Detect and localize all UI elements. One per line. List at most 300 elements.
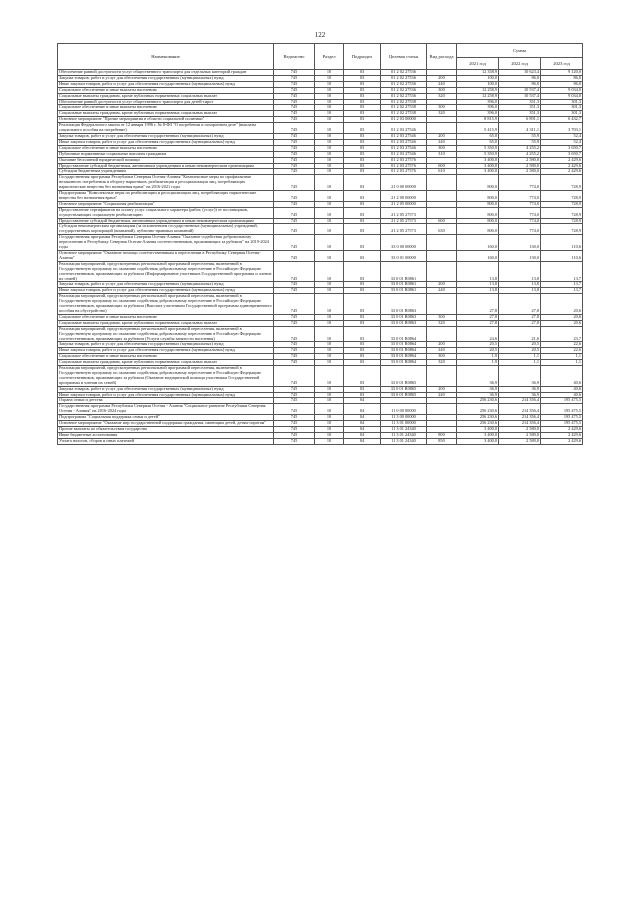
cell-target: 33 0 01 R0864 [381, 348, 427, 354]
cell-section: 10 [315, 133, 344, 139]
cell-subsection: 03 [344, 139, 381, 145]
cell-name: Субсидии бюджетным учреждениям [58, 169, 274, 175]
header-ministry: Ведомство [274, 44, 315, 70]
cell-2021: 800,0 [457, 175, 499, 191]
cell-name: Социальное обеспечение и иные выплаты населению [58, 314, 274, 320]
cell-ministry: 745 [274, 326, 315, 342]
table-row [58, 438, 583, 444]
cell-subsection: 03 [344, 163, 381, 169]
cell-2021: 27,8 [457, 294, 499, 315]
cell-2021: 3 400,0 [457, 432, 499, 438]
cell-2023: 1,1 [541, 360, 583, 366]
cell-2022: 10 623,4 [499, 70, 541, 76]
cell-name: Реализация Федерального закона от 12 января 1996 г. № 8-ФЗ "О погребении и похоронном деле" (выплаты социального пособия на погребение) [58, 123, 274, 134]
cell-subsection: 03 [344, 326, 381, 342]
cell-expense [427, 207, 457, 218]
cell-expense: 300 [427, 354, 457, 360]
cell-2022: 1,1 [499, 360, 541, 366]
cell-section: 10 [315, 326, 344, 342]
cell-section: 10 [315, 404, 344, 415]
cell-target: 01 2 03 27576 [381, 169, 427, 175]
cell-subsection: 03 [344, 348, 381, 354]
cell-target: 21 0 00 00000 [381, 175, 427, 191]
cell-subsection: 03 [344, 288, 381, 294]
cell-section: 10 [315, 320, 344, 326]
cell-section: 10 [315, 354, 344, 360]
cell-2023: 13,7 [541, 288, 583, 294]
cell-2023: 40,6 [541, 392, 583, 398]
cell-subsection: 04 [344, 421, 381, 427]
cell-section: 10 [315, 111, 344, 117]
cell-2021: 396,0 [457, 105, 499, 111]
cell-subsection: 03 [344, 314, 381, 320]
cell-ministry: 745 [274, 207, 315, 218]
cell-subsection: 03 [344, 151, 381, 157]
cell-2021: 12 258,9 [457, 93, 499, 99]
cell-name: Подпрограмма "Социальная поддержка семьи и детей" [58, 415, 274, 421]
cell-target: 01 2 02 27538 [381, 105, 427, 111]
cell-ministry: 745 [274, 282, 315, 288]
cell-target: 11 3 01 24340 [381, 432, 427, 438]
cell-name: Закупка товаров, работ и услуг для обеспечения государственных (муниципальных) нужд [58, 386, 274, 392]
cell-2023: 195 475,5 [541, 404, 583, 415]
cell-ministry: 745 [274, 139, 315, 145]
cell-ministry: 745 [274, 348, 315, 354]
cell-target: 01 2 02 27538 [381, 111, 427, 117]
cell-expense: 320 [427, 360, 457, 366]
cell-2021: 396,0 [457, 99, 499, 105]
cell-2021: 8 815,9 [457, 117, 499, 123]
cell-ministry: 745 [274, 145, 315, 151]
cell-2021: 27,8 [457, 314, 499, 320]
cell-expense: 200 [427, 282, 457, 288]
cell-name: Публичные нормативные социальные выплаты гражданам [58, 151, 274, 157]
cell-section: 10 [315, 224, 344, 235]
cell-2023: 40,6 [541, 366, 583, 387]
cell-2021: 12 358,9 [457, 70, 499, 76]
cell-target: 33 0 01 R0861 [381, 261, 427, 282]
cell-2022: 27,8 [499, 294, 541, 315]
cell-section: 10 [315, 105, 344, 111]
header-sum: Сумма [457, 44, 583, 58]
cell-subsection: 03 [344, 354, 381, 360]
cell-2022: 774,0 [499, 175, 541, 191]
cell-expense: 320 [427, 93, 457, 99]
cell-target: 01 2 02 27536 [381, 93, 427, 99]
cell-expense: 600 [427, 163, 457, 169]
cell-expense: 200 [427, 342, 457, 348]
cell-2022: 774,0 [499, 218, 541, 224]
cell-2022: 2 580,0 [499, 427, 541, 433]
cell-ministry: 745 [274, 201, 315, 207]
cell-2021: 36,9 [457, 386, 499, 392]
cell-name: Иные закупки товаров, работ и услуг для обеспечения государственных (муниципальных) нужд [58, 348, 274, 354]
cell-target: 01 2 03 27546 [381, 145, 427, 151]
cell-subsection: 04 [344, 398, 381, 404]
cell-target: 01 2 02 27536 [381, 70, 427, 76]
cell-name: Закупка товаров, работ и услуг для обеспечения государственных (муниципальных) нужд [58, 282, 274, 288]
cell-name: Закупка товаров, работ и услуг для обеспечения государственных (муниципальных) нужд [58, 75, 274, 81]
table-row [58, 224, 583, 235]
cell-2022: 214 356,4 [499, 398, 541, 404]
cell-ministry: 745 [274, 342, 315, 348]
table-row [58, 123, 583, 134]
cell-target: 01 2 02 27536 [381, 87, 427, 93]
cell-section: 10 [315, 360, 344, 366]
cell-ministry: 745 [274, 314, 315, 320]
table-row [58, 235, 583, 251]
cell-section: 10 [315, 99, 344, 105]
cell-name: Охрана семьи и детства [58, 398, 274, 404]
page-number: 122 [314, 31, 326, 39]
cell-2021: 3 400,0 [457, 169, 499, 175]
cell-subsection: 03 [344, 386, 381, 392]
cell-2021: 160,0 [457, 235, 499, 251]
cell-name: Социальное обеспечение и иные выплаты населению [58, 87, 274, 93]
cell-ministry: 745 [274, 404, 315, 415]
cell-target: 11 3 00 00000 [381, 415, 427, 421]
cell-expense: 320 [427, 111, 457, 117]
cell-2022: 10 537,4 [499, 87, 541, 93]
cell-2021: 3 400,0 [457, 427, 499, 433]
cell-section: 10 [315, 123, 344, 134]
cell-ministry: 745 [274, 123, 315, 134]
cell-2022: 27,8 [499, 314, 541, 320]
cell-2021: 3 400,0 [457, 157, 499, 163]
cell-ministry: 745 [274, 386, 315, 392]
cell-target: 33 0 01 R0863 [381, 320, 427, 326]
cell-2023: 195 475,5 [541, 415, 583, 421]
cell-2023: 110,6 [541, 251, 583, 262]
cell-name: Прочие выплаты по обязательствам государства [58, 427, 274, 433]
cell-expense [427, 123, 457, 134]
cell-name: Иные закупки товаров, работ и услуг для обеспечения государственных (муниципальных) нужд [58, 81, 274, 87]
cell-section: 10 [315, 207, 344, 218]
cell-expense: 610 [427, 169, 457, 175]
cell-section: 10 [315, 218, 344, 224]
cell-target: 21 2 00 00000 [381, 191, 427, 202]
cell-expense [427, 326, 457, 342]
cell-subsection: 03 [344, 99, 381, 105]
cell-2023: 22,6 [541, 348, 583, 354]
cell-2021: 256 230,6 [457, 421, 499, 427]
cell-section: 10 [315, 386, 344, 392]
cell-subsection: 03 [344, 169, 381, 175]
cell-subsection: 04 [344, 415, 381, 421]
cell-expense: 800 [427, 432, 457, 438]
cell-ministry: 745 [274, 93, 315, 99]
cell-name: Основное мероприятие "Прочие мероприятия в области социальной политики" [58, 117, 274, 123]
cell-target: 33 0 01 R0865 [381, 366, 427, 387]
cell-target: 33 0 01 R0864 [381, 342, 427, 348]
cell-2021: 256 230,6 [457, 415, 499, 421]
cell-2021: 24,6 [457, 326, 499, 342]
cell-2021: 1,9 [457, 360, 499, 366]
cell-ministry: 745 [274, 421, 315, 427]
cell-2021: 36,9 [457, 392, 499, 398]
cell-section: 10 [315, 157, 344, 163]
cell-target: 33 0 01 R0865 [381, 392, 427, 398]
cell-name: Субсидии некоммерческим организациям (за исключением государственных (муниципальных) учреждений, государственных корпораций (компаний), публично-правовых компаний) [58, 224, 274, 235]
cell-target: 33 0 01 R0864 [381, 360, 427, 366]
cell-2022: 214 356,4 [499, 404, 541, 415]
cell-name: Социальные выплаты гражданам, кроме публичных нормативных социальных выплат [58, 360, 274, 366]
cell-target: 01 2 03 27546 [381, 123, 427, 134]
cell-2023: 195 475,5 [541, 398, 583, 404]
cell-section: 10 [315, 251, 344, 262]
cell-subsection: 03 [344, 366, 381, 387]
cell-target: 33 0 00 00000 [381, 235, 427, 251]
table-row [58, 326, 583, 342]
cell-section: 10 [315, 421, 344, 427]
cell-2023: 20,6 [541, 320, 583, 326]
cell-2022: 36,9 [499, 386, 541, 392]
cell-2023: 3 650,7 [541, 145, 583, 151]
cell-subsection: 03 [344, 201, 381, 207]
cell-2022: 27,8 [499, 320, 541, 326]
cell-expense: 240 [427, 392, 457, 398]
cell-2023: 9 034,0 [541, 87, 583, 93]
cell-name: Реализация мероприятий, предусмотренных региональной программой переселения, включенной в Государственную программу по оказанию содействия добровольному переселению в Российскую Федерацию соотечественников, проживающих за рубежом (Оказание медицинской помощи участникам Государственной программы и членам их семей) [58, 366, 274, 387]
cell-ministry: 745 [274, 366, 315, 387]
cell-target: 01 2 03 27576 [381, 157, 427, 163]
cell-2023: 52,4 [541, 139, 583, 145]
cell-name: Подпрограмма "Комплексные меры по реабилитации и ресоциализации лиц, потребляющих наркотические вещества без назначения врача" [58, 191, 274, 202]
cell-target: 01 2 03 27546 [381, 151, 427, 157]
cell-2022: 1,1 [499, 354, 541, 360]
cell-subsection: 03 [344, 105, 381, 111]
cell-target: 11 3 01 24340 [381, 438, 427, 444]
cell-target: 21 2 05 27573 [381, 218, 427, 224]
cell-name: Государственная программа Республики Северная Осетия-Алания "Комплексные меры по профилактике незаконного потребления и обороту наркотиков, реабилитация и ресоциализация лиц, потребляющих наркотические вещества без назначения врача" на 2016-2021 годы [58, 175, 274, 191]
cell-name: Оказание бесплатной юридической помощи [58, 157, 274, 163]
cell-subsection: 03 [344, 392, 381, 398]
cell-target: 01 2 03 27546 [381, 133, 427, 139]
cell-ministry: 745 [274, 320, 315, 326]
cell-2023: 3 650,7 [541, 151, 583, 157]
cell-expense [427, 366, 457, 387]
cell-2023: 728,9 [541, 207, 583, 218]
table-body [58, 70, 583, 445]
cell-2023: 3 703,1 [541, 123, 583, 134]
cell-expense [427, 261, 457, 282]
table-row [58, 404, 583, 415]
cell-2021: 13,8 [457, 282, 499, 288]
cell-2023: 9 120,0 [541, 70, 583, 76]
cell-target: 21 2 05 00000 [381, 201, 427, 207]
cell-section: 10 [315, 175, 344, 191]
cell-target: 01 2 03 27576 [381, 163, 427, 169]
cell-2021: 800,0 [457, 218, 499, 224]
cell-expense [427, 294, 457, 315]
cell-expense: 200 [427, 386, 457, 392]
cell-expense [427, 235, 457, 251]
cell-target: 11 3 01 00000 [381, 421, 427, 427]
cell-2021: 800,0 [457, 224, 499, 235]
cell-2022: 774,0 [499, 224, 541, 235]
cell-ministry: 745 [274, 235, 315, 251]
cell-2023: 728,9 [541, 175, 583, 191]
cell-section: 10 [315, 415, 344, 421]
cell-section: 10 [315, 87, 344, 93]
cell-name: Закупка товаров, работ и услуг для обеспечения государственных (муниципальных) нужд [58, 342, 274, 348]
cell-ministry: 745 [274, 87, 315, 93]
table-row [58, 261, 583, 282]
cell-section: 10 [315, 169, 344, 175]
cell-expense: 300 [427, 105, 457, 111]
cell-2022: 20,5 [499, 348, 541, 354]
cell-expense: 240 [427, 288, 457, 294]
cell-2023: 728,9 [541, 218, 583, 224]
table-row [58, 175, 583, 191]
cell-section: 10 [315, 438, 344, 444]
cell-2022: 351,3 [499, 111, 541, 117]
cell-2022: 10 537,4 [499, 93, 541, 99]
cell-2022: 4 255,2 [499, 151, 541, 157]
cell-2022: 13,8 [499, 282, 541, 288]
cell-expense [427, 175, 457, 191]
cell-ministry: 745 [274, 169, 315, 175]
table-row [58, 207, 583, 218]
cell-subsection: 03 [344, 157, 381, 163]
cell-subsection: 03 [344, 117, 381, 123]
cell-2023: 301,3 [541, 111, 583, 117]
cell-name: Иные закупки товаров, работ и услуг для обеспечения государственных (муниципальных) нужд [58, 392, 274, 398]
cell-expense: 310 [427, 151, 457, 157]
cell-ministry: 745 [274, 157, 315, 163]
cell-2023: 40,6 [541, 386, 583, 392]
cell-2023: 110,6 [541, 235, 583, 251]
cell-2021: 5 350,9 [457, 145, 499, 151]
cell-section: 10 [315, 342, 344, 348]
cell-subsection: 03 [344, 111, 381, 117]
cell-ministry: 745 [274, 133, 315, 139]
cell-expense: 630 [427, 224, 457, 235]
cell-expense: 200 [427, 133, 457, 139]
cell-2023: 52,4 [541, 133, 583, 139]
cell-2023: 13,7 [541, 261, 583, 282]
cell-2022: 130,0 [499, 251, 541, 262]
cell-2022: 351,3 [499, 105, 541, 111]
cell-ministry: 745 [274, 218, 315, 224]
cell-2021: 800,0 [457, 201, 499, 207]
cell-2021: 12 258,9 [457, 87, 499, 93]
cell-expense [427, 251, 457, 262]
cell-target: 33 0 01 R0864 [381, 354, 427, 360]
cell-name: Основное мероприятие "Оказание мер государственной поддержки гражданам, имеющим детей, детям-сиротам" [58, 421, 274, 427]
cell-2022: 2 580,0 [499, 438, 541, 444]
cell-name: Социальные выплаты гражданам, кроме публичных нормативных социальных выплат [58, 111, 274, 117]
header-name: Наименование [58, 44, 274, 70]
cell-2023: 2 429,6 [541, 432, 583, 438]
cell-name: Государственная программа Республики Северная Осетия - Алания "Социальное развитие Республики Северная Осетия - Алания" на 2016-2024 годы [58, 404, 274, 415]
cell-2023: 2 429,6 [541, 163, 583, 169]
cell-section: 10 [315, 93, 344, 99]
cell-2022: 4 255,2 [499, 145, 541, 151]
cell-2022: 36,9 [499, 392, 541, 398]
cell-2022: 2 580,0 [499, 432, 541, 438]
table-row [58, 191, 583, 202]
cell-name: Социальное обеспечение и иные выплаты населению [58, 354, 274, 360]
cell-2023: 13,7 [541, 282, 583, 288]
cell-2022: 774,0 [499, 191, 541, 202]
cell-ministry: 745 [274, 99, 315, 105]
cell-ministry: 745 [274, 191, 315, 202]
cell-section: 10 [315, 294, 344, 315]
cell-target: 33 0 01 R0861 [381, 288, 427, 294]
cell-section: 10 [315, 366, 344, 387]
cell-2023: 728,9 [541, 201, 583, 207]
cell-2023: 195 475,5 [541, 421, 583, 427]
cell-subsection: 03 [344, 145, 381, 151]
cell-target: 11 3 01 24340 [381, 427, 427, 433]
cell-2023: 728,9 [541, 224, 583, 235]
cell-name: Обеспечение равной доступности услуг общественного транспорта для детей-сирот [58, 99, 274, 105]
cell-ministry: 745 [274, 117, 315, 123]
cell-2021: 256 230,6 [457, 398, 499, 404]
cell-2023: 1,1 [541, 354, 583, 360]
cell-expense: 240 [427, 139, 457, 145]
cell-target: 33 0 01 00000 [381, 251, 427, 262]
cell-name: Социальные выплаты гражданам, кроме публичных нормативных социальных выплат [58, 93, 274, 99]
cell-2023: 23,7 [541, 326, 583, 342]
cell-expense: 600 [427, 218, 457, 224]
cell-2022: 214 356,4 [499, 421, 541, 427]
cell-subsection: 03 [344, 93, 381, 99]
cell-2022: 2 580,0 [499, 163, 541, 169]
cell-2023: 20,6 [541, 294, 583, 315]
cell-section: 10 [315, 348, 344, 354]
cell-ministry: 745 [274, 360, 315, 366]
cell-expense: 300 [427, 145, 457, 151]
cell-section: 10 [315, 117, 344, 123]
cell-subsection: 03 [344, 320, 381, 326]
cell-ministry: 745 [274, 75, 315, 81]
cell-subsection: 03 [344, 75, 381, 81]
cell-ministry: 745 [274, 151, 315, 157]
cell-target: 01 2 03 00000 [381, 117, 427, 123]
cell-2021: 5 415,9 [457, 123, 499, 134]
cell-subsection: 03 [344, 294, 381, 315]
cell-2021: 100,0 [457, 81, 499, 87]
cell-2021: 65,0 [457, 133, 499, 139]
cell-expense: 200 [427, 75, 457, 81]
table-header [58, 44, 583, 70]
cell-target: 33 0 01 R0865 [381, 386, 427, 392]
cell-expense: 300 [427, 314, 457, 320]
cell-name: Предоставление субсидий бюджетным, автономным учреждениям и иным некоммерческим организациям [58, 218, 274, 224]
cell-subsection: 03 [344, 207, 381, 218]
cell-name: Основное мероприятие "Социальная реабилитация" [58, 201, 274, 207]
cell-subsection: 03 [344, 175, 381, 191]
cell-target: 33 0 01 R0863 [381, 314, 427, 320]
cell-section: 10 [315, 427, 344, 433]
cell-name: Предоставление субсидий бюджетным, автономным учреждениям и иным некоммерческим организациям [58, 163, 274, 169]
cell-subsection: 03 [344, 70, 381, 76]
cell-subsection: 03 [344, 123, 381, 134]
cell-section: 10 [315, 288, 344, 294]
cell-2022: 774,0 [499, 201, 541, 207]
cell-target: 11 0 00 00000 [381, 404, 427, 415]
cell-target: 33 0 01 R0864 [381, 326, 427, 342]
cell-ministry: 745 [274, 261, 315, 282]
cell-name: Закупка товаров, работ и услуг для обеспечения государственных (муниципальных) нужд [58, 133, 274, 139]
cell-subsection: 04 [344, 432, 381, 438]
header-section: Раздел [315, 44, 344, 70]
cell-2022: 13,8 [499, 261, 541, 282]
cell-expense: 320 [427, 320, 457, 326]
cell-section: 10 [315, 261, 344, 282]
